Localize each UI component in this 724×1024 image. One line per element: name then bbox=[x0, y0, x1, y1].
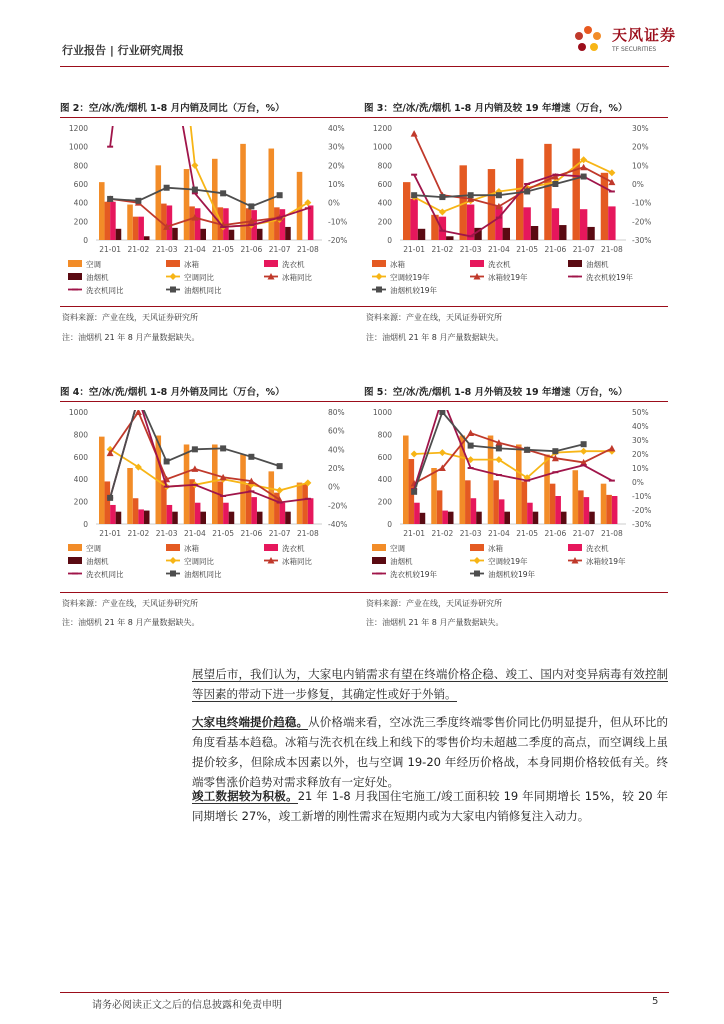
y2-tick-label: 10% bbox=[632, 464, 649, 473]
y2-tick-label: 0% bbox=[328, 482, 340, 492]
bar bbox=[212, 444, 218, 524]
bar bbox=[559, 225, 566, 240]
legend-label: 空调同比 bbox=[184, 557, 214, 566]
y2-tick-label: 20% bbox=[632, 142, 649, 152]
chart-export-yoy bbox=[60, 402, 364, 598]
bar bbox=[127, 468, 133, 524]
bar bbox=[257, 512, 263, 524]
y-tick-label: 800 bbox=[73, 161, 88, 171]
y-tick-label: 400 bbox=[73, 475, 88, 485]
figure-3 bbox=[364, 100, 668, 318]
bar bbox=[612, 496, 618, 524]
legend-marker bbox=[170, 571, 176, 577]
source-rule bbox=[364, 592, 668, 593]
y2-tick-label: 0% bbox=[632, 180, 644, 189]
paragraph-completion bbox=[192, 786, 668, 826]
legend-label: 油烟机较19年 bbox=[390, 286, 438, 295]
bar bbox=[488, 436, 494, 524]
legend-swatch bbox=[264, 260, 278, 267]
bar bbox=[516, 159, 523, 240]
report-header-title: 行业报告 | 行业研究周报 bbox=[62, 44, 184, 57]
y-tick-label: 1000 bbox=[372, 142, 392, 152]
x-tick-label: 21-07 bbox=[572, 529, 595, 538]
bar bbox=[442, 511, 448, 524]
legend-label: 空调较19年 bbox=[488, 557, 528, 566]
legend-swatch bbox=[264, 544, 278, 551]
y2-tick-label: 20% bbox=[632, 450, 649, 459]
legend-label: 冰箱同比 bbox=[282, 273, 312, 282]
bar bbox=[471, 498, 477, 524]
legend-label: 油烟机 bbox=[86, 557, 109, 566]
bar bbox=[499, 499, 505, 524]
x-tick-label: 21-05 bbox=[516, 529, 539, 538]
bar bbox=[504, 512, 510, 524]
bar bbox=[544, 144, 551, 240]
legend-label: 空调 bbox=[86, 544, 101, 553]
chart-domestic-yoy bbox=[60, 118, 364, 306]
bar bbox=[172, 228, 178, 240]
bar bbox=[127, 205, 133, 240]
y2-tick-label: 0% bbox=[632, 478, 644, 487]
figure-source: 资料来源：产业在线，天风证券研究所 bbox=[62, 313, 198, 322]
bar bbox=[251, 497, 257, 524]
y-tick-label: 1000 bbox=[68, 142, 88, 152]
brand-name-en: TF SECURITIES bbox=[612, 46, 657, 53]
data-point bbox=[248, 454, 254, 460]
paragraph-heading: 大家电终端提价趋稳。 bbox=[192, 715, 309, 729]
x-tick-label: 21-03 bbox=[459, 245, 482, 254]
bar bbox=[167, 205, 173, 240]
data-point bbox=[468, 192, 474, 198]
data-point bbox=[220, 445, 226, 451]
bar bbox=[493, 480, 499, 524]
x-tick-label: 21-06 bbox=[544, 245, 567, 254]
x-tick-label: 21-05 bbox=[516, 245, 539, 254]
x-tick-label: 21-08 bbox=[600, 245, 623, 254]
legend-label: 油烟机 bbox=[86, 273, 109, 282]
bar bbox=[420, 513, 426, 524]
legend-swatch bbox=[68, 260, 82, 267]
bar bbox=[144, 236, 150, 240]
bar bbox=[601, 173, 608, 240]
y-tick-label: 200 bbox=[377, 497, 392, 507]
y2-tick-label: 40% bbox=[328, 124, 345, 133]
bar bbox=[495, 206, 502, 240]
bar bbox=[144, 511, 150, 524]
figure-note: 注：油烟机 21 年 8 月产量数据缺失。 bbox=[62, 333, 200, 342]
bar bbox=[439, 217, 446, 240]
bar bbox=[476, 512, 482, 524]
x-tick-label: 21-02 bbox=[127, 245, 150, 254]
legend-label: 洗衣机 bbox=[488, 260, 511, 269]
y-tick-label: 600 bbox=[73, 452, 88, 462]
x-tick-label: 21-08 bbox=[296, 245, 319, 254]
source-rule bbox=[60, 306, 364, 307]
legend-swatch bbox=[568, 260, 582, 267]
bar bbox=[527, 503, 533, 524]
figure-title: 图 3：空/冰/洗/烟机 1-8 月内销及较 19 年增速（万台，%） bbox=[364, 100, 668, 118]
bar bbox=[195, 503, 201, 524]
bar bbox=[110, 505, 116, 524]
y2-tick-label: -10% bbox=[632, 198, 652, 208]
legend-swatch bbox=[68, 557, 82, 564]
legend-swatch bbox=[372, 544, 386, 551]
legend-label: 冰箱 bbox=[488, 544, 503, 553]
paragraph-outlook bbox=[192, 664, 668, 704]
bar bbox=[522, 481, 528, 524]
y-tick-label: 400 bbox=[377, 475, 392, 485]
legend-label: 洗衣机较19年 bbox=[586, 273, 634, 282]
y2-tick-label: 0% bbox=[328, 198, 340, 208]
brand-name: 天风证券 bbox=[612, 26, 677, 44]
y-tick-label: 1200 bbox=[68, 124, 88, 133]
legend-label: 洗衣机 bbox=[282, 260, 305, 269]
x-tick-label: 21-02 bbox=[431, 245, 454, 254]
bar bbox=[99, 437, 105, 524]
legend-label: 油烟机同比 bbox=[184, 286, 222, 295]
data-point bbox=[135, 198, 141, 204]
bar bbox=[280, 209, 286, 240]
legend-label: 洗衣机 bbox=[586, 544, 609, 553]
bar bbox=[138, 509, 144, 524]
bar bbox=[218, 481, 224, 524]
bar bbox=[533, 512, 539, 524]
data-point bbox=[496, 192, 502, 198]
figure-note: 注：油烟机 21 年 8 月产量数据缺失。 bbox=[366, 618, 504, 627]
legend-label: 冰箱 bbox=[390, 260, 405, 269]
data-point bbox=[524, 447, 530, 453]
data-point bbox=[164, 458, 170, 464]
x-tick-label: 21-07 bbox=[268, 245, 291, 254]
bar bbox=[431, 215, 438, 240]
y-tick-label: 1000 bbox=[372, 408, 392, 417]
legend-label: 洗衣机较19年 bbox=[390, 570, 438, 579]
x-tick-label: 21-08 bbox=[296, 529, 319, 538]
data-point bbox=[581, 174, 587, 180]
x-tick-label: 21-04 bbox=[183, 245, 206, 254]
x-tick-label: 21-08 bbox=[600, 529, 623, 538]
bar bbox=[523, 207, 530, 240]
bar bbox=[573, 470, 579, 524]
x-tick-label: 21-04 bbox=[487, 245, 510, 254]
y2-tick-label: -30% bbox=[632, 236, 652, 245]
source-rule bbox=[60, 592, 364, 593]
legend-label: 冰箱 bbox=[184, 260, 199, 269]
data-point bbox=[220, 190, 226, 196]
bar bbox=[418, 229, 425, 240]
bar bbox=[116, 229, 122, 240]
paragraph-text: 展望后市，我们认为，大家电内销需求有望在终端价格企稳、竣工、国内对变异病毒有效控制等因素的带动下进一步修复，其确定性或好于外销。 bbox=[192, 667, 668, 701]
bar bbox=[297, 483, 303, 524]
legend-swatch bbox=[68, 273, 82, 280]
legend-label: 冰箱较19年 bbox=[488, 273, 528, 282]
legend-label: 洗衣机同比 bbox=[86, 570, 124, 579]
bar bbox=[200, 512, 206, 524]
bar bbox=[465, 480, 471, 524]
bar bbox=[578, 490, 584, 524]
bar bbox=[550, 484, 556, 524]
data-point bbox=[581, 441, 587, 447]
legend-marker bbox=[474, 571, 480, 577]
y-tick-label: 400 bbox=[73, 198, 88, 208]
figure-5 bbox=[364, 384, 668, 598]
header-rule bbox=[60, 66, 669, 67]
bar bbox=[531, 226, 538, 240]
bar bbox=[302, 484, 308, 524]
data-point bbox=[552, 448, 558, 454]
bar bbox=[105, 202, 111, 240]
data-point bbox=[411, 192, 417, 198]
figure-source: 资料来源：产业在线，天风证券研究所 bbox=[62, 599, 198, 608]
y-tick-label: 600 bbox=[73, 180, 88, 189]
bar bbox=[274, 207, 280, 240]
legend-label: 洗衣机 bbox=[282, 544, 305, 553]
figure-title: 图 2：空/冰/洗/烟机 1-8 月内销及同比（万台，%） bbox=[60, 100, 364, 118]
legend-label: 空调 bbox=[86, 260, 101, 269]
bar bbox=[184, 444, 190, 524]
x-tick-label: 21-01 bbox=[99, 529, 122, 538]
legend-swatch bbox=[372, 557, 386, 564]
bar bbox=[601, 484, 607, 524]
footer-disclaimer: 请务必阅读正文之后的信息披露和免责申明 bbox=[92, 1000, 282, 1011]
bar bbox=[99, 182, 105, 240]
x-tick-label: 21-01 bbox=[403, 245, 426, 254]
y-tick-label: 800 bbox=[73, 430, 88, 440]
x-tick-label: 21-02 bbox=[127, 529, 150, 538]
legend-swatch bbox=[470, 544, 484, 551]
x-tick-label: 21-04 bbox=[183, 529, 206, 538]
y-tick-label: 1200 bbox=[372, 124, 392, 133]
figure-4 bbox=[60, 384, 364, 598]
x-tick-label: 21-01 bbox=[99, 245, 122, 254]
bar bbox=[223, 503, 229, 524]
bar bbox=[110, 202, 116, 240]
legend-label: 空调较19年 bbox=[390, 273, 430, 282]
bar bbox=[167, 505, 173, 524]
bar bbox=[403, 436, 409, 524]
bar bbox=[410, 199, 417, 240]
y2-tick-label: 10% bbox=[632, 161, 649, 171]
bar bbox=[285, 227, 291, 240]
bar bbox=[285, 512, 291, 524]
x-tick-label: 21-06 bbox=[544, 529, 567, 538]
bar bbox=[437, 490, 443, 524]
figure-source: 资料来源：产业在线，天风证券研究所 bbox=[366, 313, 502, 322]
chart-domestic-vs2019 bbox=[364, 118, 668, 318]
y-tick-label: 800 bbox=[377, 430, 392, 440]
paragraph-text: 从价格端来看，空冰洗三季度终端零售价同比仍明显提升，但从环比的角度看基本趋稳。冰箱与洗衣机在线上和线下的零售价均未超越二季度的高点，而空调线上虽提价较多，但除成本因素以外，也与空调 19-20 年经历价格战，本身同期价格较低有关。终端零售涨价趋势对需求释放有一定好处。 bbox=[192, 715, 668, 789]
y2-tick-label: 60% bbox=[328, 426, 345, 436]
data-point bbox=[552, 181, 558, 187]
legend-label: 空调 bbox=[390, 544, 405, 553]
legend-label: 冰箱较19年 bbox=[586, 557, 626, 566]
legend-label: 油烟机 bbox=[390, 557, 413, 566]
legend-swatch bbox=[372, 260, 386, 267]
x-tick-label: 21-05 bbox=[212, 529, 235, 538]
x-tick-label: 21-01 bbox=[403, 529, 426, 538]
y-tick-label: 600 bbox=[377, 180, 392, 189]
paragraph-price bbox=[192, 712, 668, 792]
bar bbox=[200, 229, 206, 240]
legend-swatch bbox=[68, 544, 82, 551]
data-point bbox=[192, 187, 198, 193]
y2-tick-label: -20% bbox=[328, 236, 348, 245]
bar bbox=[584, 497, 590, 524]
bar bbox=[133, 498, 139, 524]
data-point bbox=[496, 445, 502, 451]
y2-tick-label: 30% bbox=[632, 124, 649, 133]
figure-title: 图 5：空/冰/洗/烟机 1-8 月外销及较 19 年增速（万台，%） bbox=[364, 384, 668, 402]
y2-tick-label: 10% bbox=[328, 180, 345, 189]
data-point bbox=[107, 495, 113, 501]
bar bbox=[172, 512, 178, 524]
data-point bbox=[248, 203, 254, 209]
x-tick-label: 21-06 bbox=[240, 245, 263, 254]
legend-label: 油烟机较19年 bbox=[488, 570, 536, 579]
y-tick-label: 0 bbox=[387, 236, 392, 245]
legend-label: 油烟机同比 bbox=[184, 570, 222, 579]
y2-tick-label: 20% bbox=[328, 161, 345, 171]
data-point bbox=[277, 463, 283, 469]
bar bbox=[195, 208, 201, 240]
bar bbox=[573, 149, 580, 240]
bar bbox=[589, 512, 595, 524]
y2-tick-label: -20% bbox=[632, 506, 652, 515]
y2-tick-label: -10% bbox=[328, 217, 348, 227]
data-point bbox=[524, 188, 530, 194]
y-tick-label: 0 bbox=[83, 520, 88, 529]
bar bbox=[133, 217, 139, 240]
legend-label: 油烟机 bbox=[586, 260, 609, 269]
bar bbox=[308, 498, 314, 524]
y-tick-label: 1000 bbox=[68, 408, 88, 417]
y2-tick-label: -30% bbox=[632, 520, 652, 529]
chart-export-vs2019 bbox=[364, 402, 668, 598]
bar bbox=[414, 503, 420, 524]
y2-tick-label: 40% bbox=[328, 445, 345, 455]
legend-marker bbox=[376, 287, 382, 293]
bar bbox=[516, 444, 522, 524]
y-tick-label: 0 bbox=[83, 236, 88, 245]
bar bbox=[240, 455, 246, 524]
y-tick-label: 200 bbox=[73, 497, 88, 507]
legend-label: 洗衣机同比 bbox=[86, 286, 124, 295]
x-tick-label: 21-05 bbox=[212, 245, 235, 254]
figure-note: 注：油烟机 21 年 8 月产量数据缺失。 bbox=[366, 333, 504, 342]
x-tick-label: 21-02 bbox=[431, 529, 454, 538]
bar bbox=[580, 209, 587, 240]
bar bbox=[257, 229, 263, 240]
bar bbox=[561, 512, 567, 524]
y-tick-label: 800 bbox=[377, 161, 392, 171]
legend-swatch bbox=[568, 544, 582, 551]
y-tick-label: 0 bbox=[387, 520, 392, 529]
x-tick-label: 21-06 bbox=[240, 529, 263, 538]
bar bbox=[403, 182, 410, 240]
y2-tick-label: 20% bbox=[328, 464, 345, 473]
figure-note: 注：油烟机 21 年 8 月产量数据缺失。 bbox=[62, 618, 200, 627]
source-rule bbox=[364, 306, 668, 307]
bar bbox=[608, 206, 615, 240]
legend-swatch bbox=[166, 260, 180, 267]
y2-tick-label: 40% bbox=[632, 422, 649, 431]
bar bbox=[448, 512, 454, 524]
page-number: 5 bbox=[652, 996, 659, 1007]
y2-tick-label: -10% bbox=[632, 492, 652, 501]
bar bbox=[552, 208, 559, 240]
y-tick-label: 400 bbox=[377, 198, 392, 208]
bar bbox=[105, 481, 111, 524]
data-point bbox=[277, 192, 283, 198]
legend-swatch bbox=[470, 260, 484, 267]
x-tick-label: 21-03 bbox=[155, 245, 178, 254]
x-tick-label: 21-07 bbox=[572, 245, 595, 254]
figure-source: 资料来源：产业在线，天风证券研究所 bbox=[366, 599, 502, 608]
bar bbox=[269, 149, 275, 240]
paragraph-text: 21 年 1-8 月我国住宅施工/竣工面积较 19 年同期增长 15%，较 20 年同期增长 27%，竣工新增的刚性需求在短期内或为大家电内销修复注入动力。 bbox=[192, 789, 668, 823]
x-tick-label: 21-07 bbox=[268, 529, 291, 538]
footer-rule bbox=[60, 992, 669, 993]
bar bbox=[280, 503, 286, 524]
y2-tick-label: -20% bbox=[632, 217, 652, 227]
bar bbox=[189, 206, 195, 240]
bar bbox=[606, 495, 612, 524]
figure-title: 图 4：空/冰/洗/烟机 1-8 月外销及同比（万台，%） bbox=[60, 384, 364, 402]
legend-label: 冰箱 bbox=[184, 544, 199, 553]
x-tick-label: 21-03 bbox=[459, 529, 482, 538]
x-tick-label: 21-04 bbox=[487, 529, 510, 538]
y-tick-label: 200 bbox=[73, 217, 88, 227]
bar bbox=[587, 227, 594, 240]
y-tick-label: 600 bbox=[377, 452, 392, 462]
y2-tick-label: 80% bbox=[328, 408, 345, 417]
data-point bbox=[439, 194, 445, 200]
y2-tick-label: -40% bbox=[328, 520, 348, 529]
legend-swatch bbox=[166, 544, 180, 551]
figure-2 bbox=[60, 100, 364, 306]
y2-tick-label: -20% bbox=[328, 501, 348, 511]
bar bbox=[544, 455, 550, 524]
data-point bbox=[192, 446, 198, 452]
bar bbox=[212, 159, 218, 240]
data-point bbox=[411, 489, 417, 495]
bar bbox=[308, 205, 314, 240]
data-point bbox=[468, 443, 474, 449]
y-tick-label: 200 bbox=[377, 217, 392, 227]
bar bbox=[229, 230, 235, 240]
data-point bbox=[164, 185, 170, 191]
bar bbox=[431, 468, 437, 524]
legend-label: 空调同比 bbox=[184, 273, 214, 282]
bar bbox=[446, 236, 453, 240]
x-tick-label: 21-03 bbox=[155, 529, 178, 538]
legend-marker bbox=[170, 287, 176, 293]
legend-label: 冰箱同比 bbox=[282, 557, 312, 566]
data-point bbox=[107, 196, 113, 202]
y2-tick-label: 30% bbox=[632, 436, 649, 445]
bar bbox=[555, 496, 561, 524]
bar bbox=[138, 217, 144, 240]
bar bbox=[116, 512, 122, 524]
bar bbox=[229, 512, 235, 524]
bar bbox=[184, 169, 190, 240]
bar bbox=[156, 165, 162, 240]
y2-tick-label: 50% bbox=[632, 408, 649, 417]
y2-tick-label: 30% bbox=[328, 142, 345, 152]
paragraph-heading: 竣工数据较为积极。 bbox=[192, 789, 298, 803]
bar bbox=[503, 228, 510, 240]
